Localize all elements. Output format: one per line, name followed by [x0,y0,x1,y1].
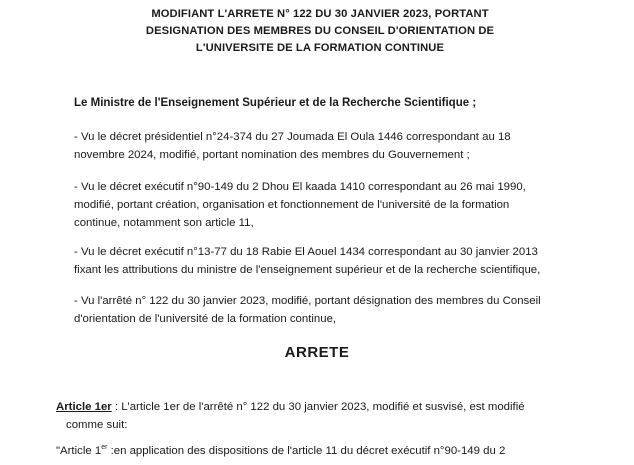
visa-2 [74,178,594,232]
quoted-article-sup: er [101,444,108,452]
article-1-text: : L'article 1er de l'arrêté n° 122 du 30 janvier 2023, modifié et susvisé, est modifié [111,401,525,413]
visa-4-line-1: - Vu l'arrêté n° 122 du 30 janvier 2023, modifié, portant désignation des membres du Conseil [74,295,541,307]
quoted-article-prefix: "Article 1 [56,445,102,457]
visa-4-line-2: d'orientation de l'université de la formation continue, [74,313,337,325]
visa-1-line-2: novembre 2024, modifié, portant nomination des membres du Gouvernement ; [74,149,470,161]
quoted-article [56,442,576,460]
article-1-label: Article 1er [56,401,112,413]
visa-2-line-2: modifié, portant création, organisation et fonctionnement de l'université de la formation [74,199,510,211]
visa-3 [74,243,594,279]
minister-heading: Le Ministre de l'Enseignement Supérieur et de la Recherche Scientifique ; [74,97,477,109]
quoted-article-line [56,442,576,460]
title-line-2: DESIGNATION DES MEMBRES DU CONSEIL D'ORIENTATION DE [145,25,495,37]
title-line-3: L'UNIVERSITE DE LA FORMATION CONTINUE [195,42,445,54]
visa-3-line-2: fixant les attributions du ministre de l'enseignement supérieur et de la recherche scientifique, [74,264,541,276]
visa-1 [74,128,594,164]
title-line-1: MODIFIANT L'ARRETE N° 122 DU 30 JANVIER 2023, PORTANT [151,8,489,20]
quoted-article-text: :en application des dispositions de l'article 11 du décret exécutif n°90-149 du 2 [107,445,506,457]
visa-2-line-1: - Vu le décret exécutif n°90-149 du 2 Dhou El kaada 1410 correspondant au 26 mai 1990, [74,181,526,193]
visa-1-line-1: - Vu le décret présidentiel n°24-374 du 27 Joumada El Oula 1446 correspondant au 18 [74,131,511,143]
visa-4 [74,292,594,328]
visa-2-line-3: continue, notamment son article 11, [74,217,254,229]
article-1-line-1 [56,398,576,416]
visa-3-line-1: - Vu le décret exécutif n°13-77 du 18 Rabie El Aouel 1434 correspondant au 30 janvier 2013 [74,246,538,258]
decree-heading: ARRETE [284,344,350,361]
article-1-line-2: comme suit: [66,419,128,431]
article-1 [56,398,576,434]
